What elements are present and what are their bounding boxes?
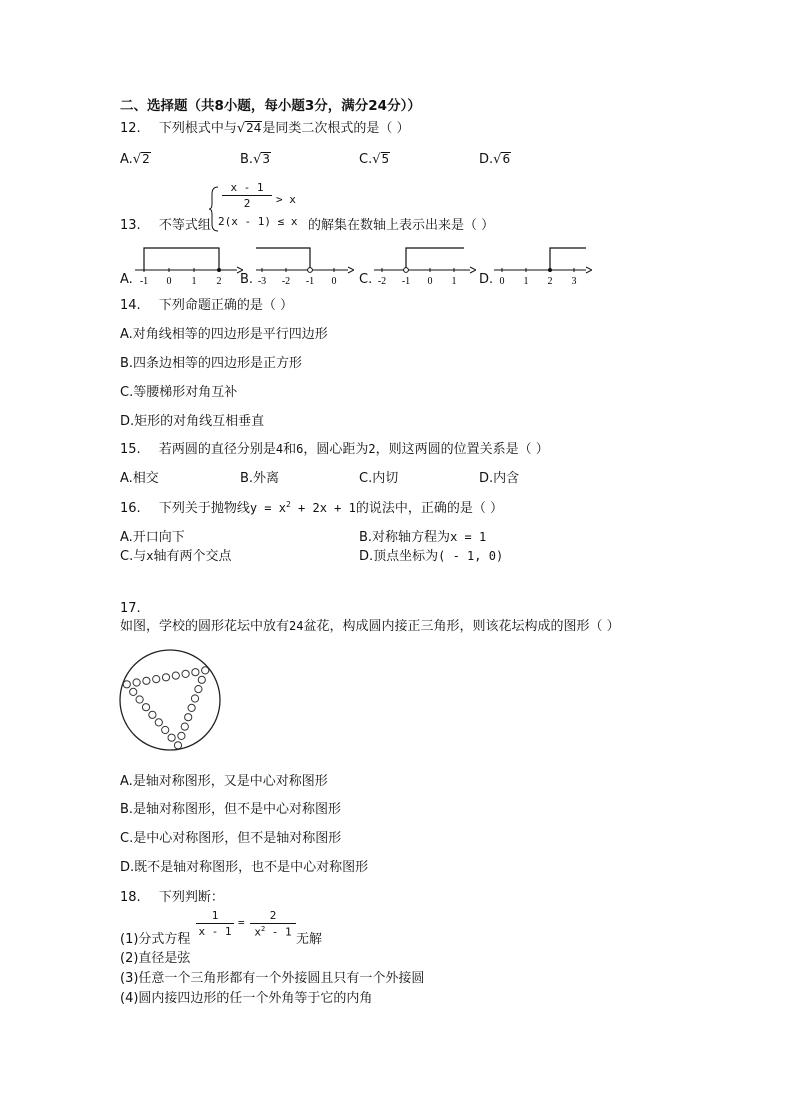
- flower-pot: [162, 674, 169, 681]
- q14-option-d[interactable]: D.矩形的对角线互相垂直: [120, 414, 265, 429]
- q13-option-d-label[interactable]: D.: [479, 272, 494, 287]
- question-number: 16.: [120, 501, 141, 516]
- question-stem: 下列关于抛物线: [158, 501, 250, 516]
- section-title: 二、选择题（共8小题，每小题3分，满分24分））: [120, 98, 421, 114]
- question-number: 15.: [120, 442, 141, 457]
- question-13: [120, 218, 211, 234]
- q18-item-1-label: (1)分式方程: [120, 932, 191, 947]
- tick-label: 1: [191, 276, 197, 287]
- question-number-17: 17.: [120, 601, 141, 616]
- question-stem: 下列判断：: [158, 890, 224, 905]
- q16-option-a[interactable]: A.开口向下: [120, 530, 185, 545]
- question-12: [120, 121, 410, 137]
- flower-pot: [202, 667, 209, 674]
- question-stem: 下列命题正确的是（ ）: [158, 298, 293, 313]
- flower-pot: [191, 695, 198, 702]
- q12-option-c[interactable]: C.√5: [359, 152, 390, 167]
- q13-option-d-numberline[interactable]: [492, 240, 592, 288]
- tick-label: -1: [139, 276, 149, 287]
- q15-option-b[interactable]: B.外离: [240, 471, 280, 486]
- q18-fraction-1: 1 x - 1: [196, 909, 234, 938]
- q15-option-a[interactable]: A.相交: [120, 471, 159, 486]
- q17-option-b[interactable]: B.是轴对称图形，但不是中心对称图形: [120, 802, 342, 817]
- flower-pot: [172, 672, 179, 679]
- question-15: [120, 442, 549, 458]
- diameter-1: 4: [275, 442, 284, 456]
- q18-item-2: (2)直径是弦: [120, 951, 191, 966]
- q17-option-a[interactable]: A.是轴对称图形，又是中心对称图形: [120, 774, 328, 789]
- inequality-1-fraction: x - 1 2: [222, 181, 272, 210]
- flower-pot: [174, 742, 181, 749]
- q12-option-d[interactable]: D.√6: [479, 152, 511, 167]
- question-stem: 若两圆的直径分别是: [158, 442, 276, 457]
- tick-label: 0: [499, 276, 505, 287]
- parabola-equation: $y = x^2 + 2x + 1$: [249, 500, 356, 515]
- tick-label: -3: [257, 276, 267, 287]
- question-16: [120, 500, 503, 517]
- question-stem: 下列根式中与: [158, 121, 237, 136]
- q12-option-a[interactable]: A.√2: [120, 152, 150, 167]
- flower-pot: [162, 726, 169, 733]
- q16-option-b[interactable]: B.对称轴方程为x = 1: [359, 530, 487, 545]
- sqrt-24: √24: [236, 121, 262, 136]
- q18-fraction-2: 2 $x^2 - 1$: [250, 909, 296, 939]
- flower-pot: [188, 704, 195, 711]
- question-17-stem: 如图，学校的圆形花坛中放有24盆花，构成圆内接正三角形，则该花坛构成的图形（ ）: [120, 619, 620, 634]
- tick-label: 1: [523, 276, 529, 287]
- q16-option-d[interactable]: D.顶点坐标为( - 1, 0): [359, 549, 504, 564]
- flower-pot: [192, 669, 199, 676]
- tick-label: -1: [401, 276, 411, 287]
- tick-label: 2: [547, 276, 553, 287]
- flower-pot: [136, 696, 143, 703]
- flower-pot: [198, 676, 205, 683]
- flower-pot: [149, 711, 156, 718]
- flower-pot: [143, 677, 150, 684]
- flower-pot: [130, 688, 137, 695]
- tick-label: 0: [427, 276, 433, 287]
- question-number: 14.: [120, 298, 141, 313]
- q13-option-c-numberline[interactable]: [372, 240, 476, 288]
- q18-item-1-tail: 无解: [296, 932, 323, 947]
- flower-bed-figure: [118, 644, 222, 756]
- equals-sign: =: [238, 916, 245, 929]
- q14-option-a[interactable]: A.对角线相等的四边形是平行四边形: [120, 327, 328, 342]
- tick-label: -1: [305, 276, 315, 287]
- diameter-2: 6: [296, 442, 304, 456]
- flower-pot: [178, 732, 185, 739]
- flower-pot: [123, 681, 130, 688]
- tick-label: -2: [377, 276, 387, 287]
- question-stem: 的说法中，正确的是（ ）: [355, 501, 503, 516]
- flower-pot: [181, 723, 188, 730]
- question-stem: ，则这两圆的位置关系是（ ）: [375, 442, 549, 457]
- q17-option-d[interactable]: D.既不是轴对称图形，也不是中心对称图形: [120, 860, 369, 875]
- flower-pot: [133, 679, 140, 686]
- q14-option-c[interactable]: C.等腰梯形对角互补: [120, 385, 238, 400]
- q18-item-4: (4)圆内接四边形的任一个外角等于它的内角: [120, 991, 373, 1006]
- question-stem-tail: 的解集在数轴上表示出来是（ ）: [308, 218, 495, 233]
- q12-option-b[interactable]: B.√3: [240, 152, 270, 167]
- question-stem: 和: [283, 442, 297, 457]
- tick-label: 2: [216, 276, 222, 287]
- tick-label: -2: [281, 276, 291, 287]
- flower-pot: [195, 686, 202, 693]
- flower-pot: [182, 670, 189, 677]
- center-distance: 2: [368, 442, 376, 456]
- question-number: 12.: [120, 121, 141, 136]
- flower-pot: [168, 734, 175, 741]
- flower-pot: [155, 719, 162, 726]
- tick-label: 0: [166, 276, 172, 287]
- question-number: 13.: [120, 218, 141, 233]
- q15-option-d[interactable]: D.内含: [479, 471, 520, 486]
- q16-option-c[interactable]: C.与x轴有两个交点: [120, 549, 232, 564]
- q15-option-c[interactable]: C.内切: [359, 471, 399, 486]
- question-stem: ，圆心距为: [303, 442, 369, 457]
- inequality-1-rhs: > x: [276, 193, 296, 206]
- q13-option-a-numberline[interactable]: [133, 240, 243, 288]
- inequality-2: 2(x - 1) ≤ x: [218, 215, 298, 228]
- tick-label: 1: [451, 276, 457, 287]
- q13-option-a-label[interactable]: A.: [120, 272, 133, 287]
- question-number: 18.: [120, 890, 141, 905]
- question-stem: 不等式组: [158, 218, 211, 233]
- q18-item-3: (3)任意一个三角形都有一个外接圆且只有一个外接圆: [120, 971, 425, 986]
- flower-pot: [185, 714, 192, 721]
- q14-option-b[interactable]: B.四条边相等的四边形是正方形: [120, 356, 303, 371]
- question-stem-tail: 是同类二次根式的是（ ）: [262, 121, 410, 136]
- q13-option-b-label[interactable]: B.: [240, 272, 254, 287]
- flower-pot: [153, 676, 160, 683]
- q17-option-c[interactable]: C.是中心对称图形，但不是轴对称图形: [120, 831, 342, 846]
- question-18: [120, 890, 224, 906]
- question-14: [120, 298, 293, 314]
- flower-pot: [142, 704, 149, 711]
- q13-option-b-numberline[interactable]: [254, 240, 354, 288]
- tick-label: 3: [571, 276, 577, 287]
- tick-label: 0: [331, 276, 337, 287]
- q13-option-c-label[interactable]: C.: [359, 272, 373, 287]
